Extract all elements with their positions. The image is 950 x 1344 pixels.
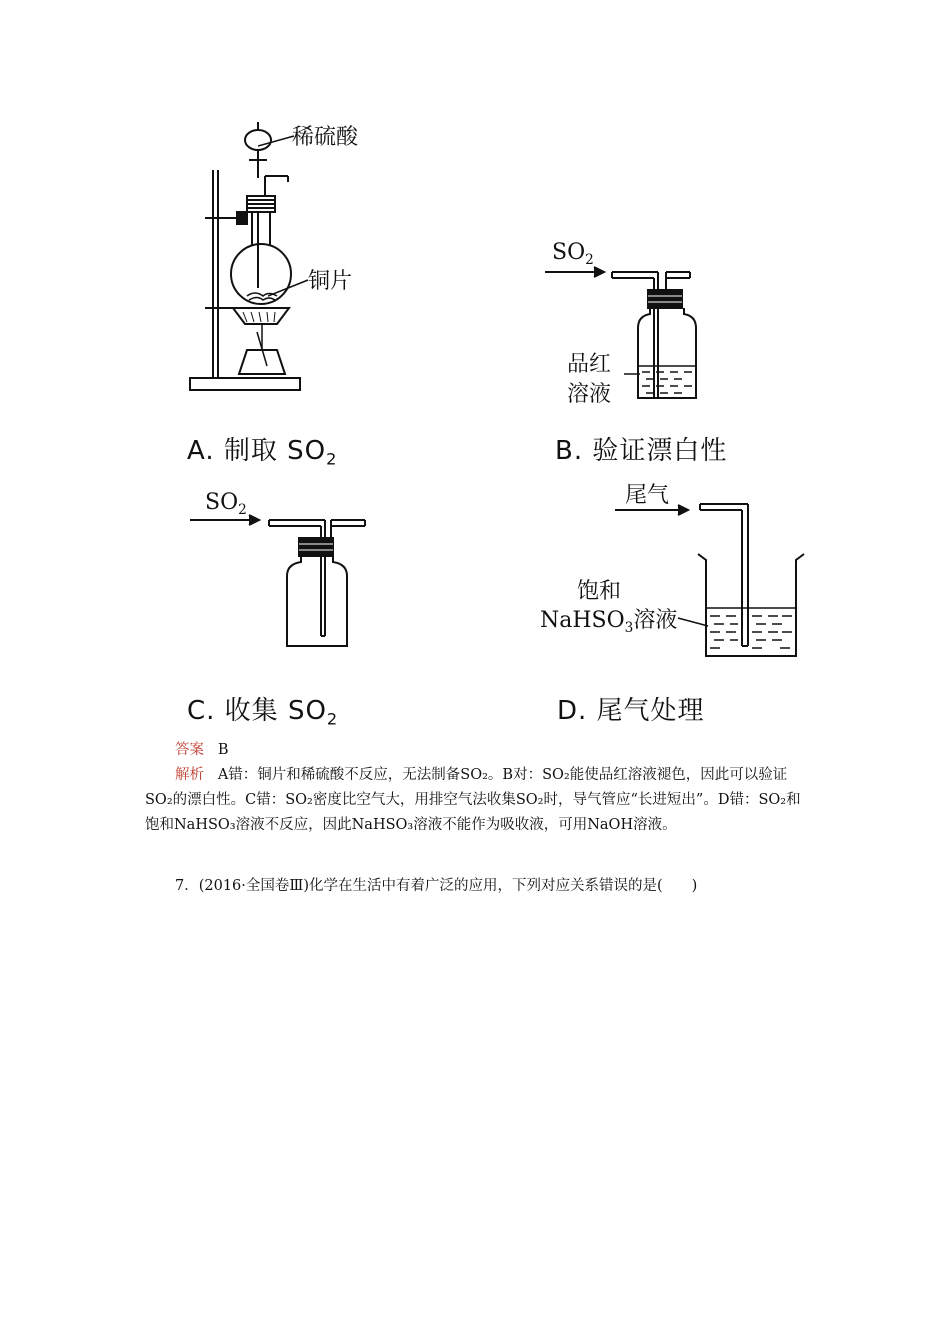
label-so2-b-main: SO [552, 240, 586, 265]
label-tail-gas: 尾气 [625, 483, 670, 508]
pointer-line-acid [258, 132, 298, 152]
label-magenta-line1: 品红 [567, 352, 612, 377]
answer-label: 答案 [175, 742, 204, 758]
label-nahso3-formula: NaHSO [540, 608, 625, 633]
analysis-text: A错：铜片和稀硫酸不反应，无法制备SO₂。B对：SO₂能使品红溶液褪色，因此可以验证SO₂的漂白性。C错：SO₂密度比空气大，用排空气法收集SO₂时，导气管应“长进短出”。D错：SO₂和饱和NaHSO₃溶液不反应，因此NaHSO₃溶液不能作为吸收液，可用NaOH溶液。 [145, 767, 801, 833]
answer-value: B [217, 742, 229, 758]
figure-d-beaker [610, 500, 810, 665]
caption-c-text: C. 收集 SO [187, 696, 327, 726]
analysis-block [145, 763, 810, 838]
caption-figure-d: D. 尾气处理 [557, 696, 705, 726]
answer-line [145, 738, 810, 763]
next-question: 7．(2016·全国卷Ⅲ)化学在生活中有着广泛的应用，下列对应关系错误的是( ) [175, 878, 698, 894]
label-saturated: 饱和 [577, 579, 622, 604]
figure-c-collection-bottle [185, 510, 375, 655]
label-magenta-line2: 溶液 [567, 382, 612, 407]
label-nahso3-subscript: 3 [624, 619, 634, 636]
label-so2-c-main: SO [205, 490, 239, 515]
caption-figure-c [187, 690, 338, 729]
caption-figure-a [187, 430, 337, 469]
analysis-label: 解析 [175, 767, 204, 783]
label-so2-b-sub: 2 [585, 251, 594, 268]
caption-figure-b: B. 验证漂白性 [555, 436, 728, 466]
label-nahso3-solution [540, 603, 677, 636]
label-dilute-sulfuric-acid: 稀硫酸 [292, 125, 359, 150]
figure-a-apparatus [185, 118, 385, 398]
caption-a-subscript: 2 [326, 449, 338, 469]
caption-c-subscript: 2 [326, 709, 339, 729]
pointer-line-copper [268, 276, 312, 300]
label-nahso3-suffix: 溶液 [633, 608, 678, 633]
caption-a-text: A. 制取 SO [187, 436, 327, 466]
label-so2-c-sub: 2 [238, 501, 247, 518]
label-copper-piece: 铜片 [308, 269, 353, 294]
